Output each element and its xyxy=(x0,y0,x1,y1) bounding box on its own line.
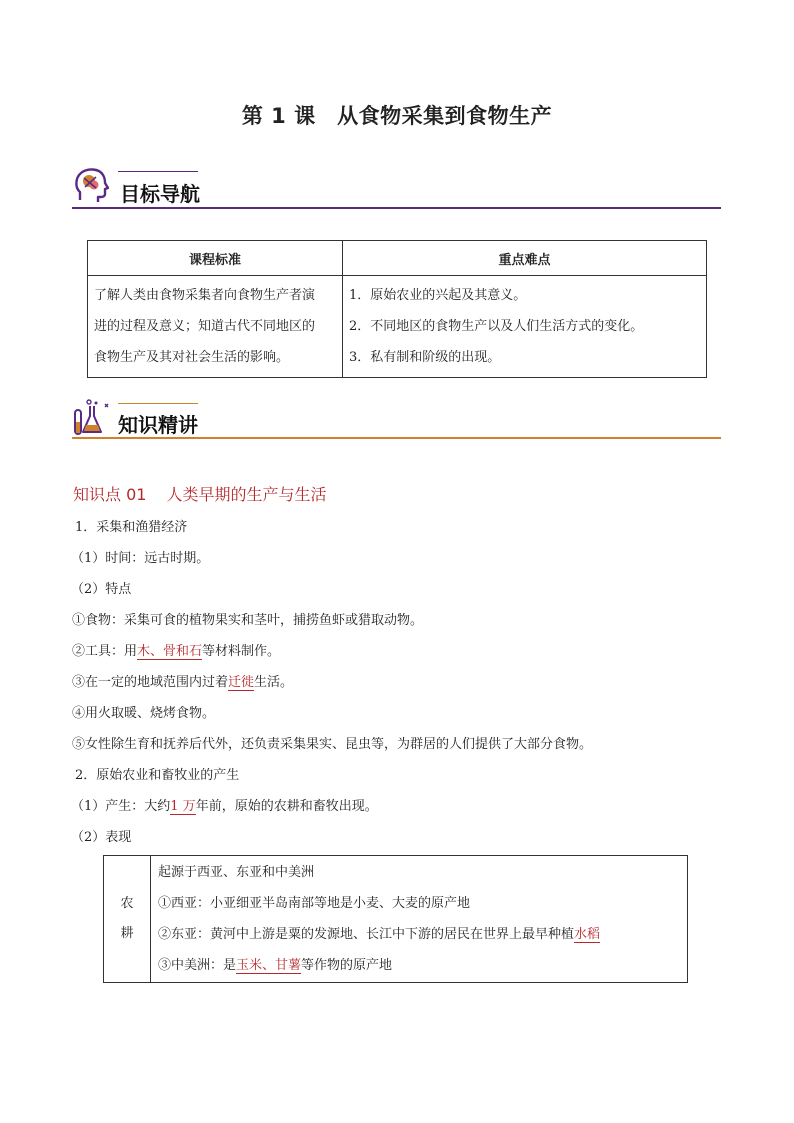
goal-section-rule xyxy=(72,207,721,209)
standard-cell xyxy=(88,276,343,378)
standards-table xyxy=(87,240,707,378)
side-char: 农 xyxy=(120,896,134,911)
standard-line: 进的过程及意义；知道古代不同地区的 xyxy=(94,319,316,334)
line-food: ①食物：采集可食的植物果实和茎叶，捕捞鱼虾或猎取动物。 xyxy=(72,613,424,628)
knowledge-point-title: 人类早期的生产与生活 xyxy=(166,485,327,504)
highlight-rice: 水稻 xyxy=(574,927,601,942)
knowledge-section-title: 知识精讲 xyxy=(118,413,198,437)
line-tools-a: ②工具：用 xyxy=(72,644,138,659)
knowledge-point-label: 知识点 01 xyxy=(73,485,147,504)
knowledge-section-rule xyxy=(72,437,721,439)
highlight-migration: 迁徙 xyxy=(228,675,255,690)
farming-row-central-america-c: 等作物的原产地 xyxy=(301,958,393,973)
key-points-cell xyxy=(343,276,707,378)
heading-gathering: 1．采集和渔猎经济 xyxy=(75,520,188,535)
side-char: 耕 xyxy=(120,926,134,941)
flask-icon xyxy=(72,398,112,438)
header-standard: 课程标准 xyxy=(88,241,343,276)
line-origin-c: 年前，原始的农耕和畜牧出现。 xyxy=(195,799,378,814)
farming-side-label xyxy=(104,856,151,983)
standard-line: 食物生产及其对社会生活的影响。 xyxy=(94,350,290,365)
farming-row-central-america xyxy=(152,950,686,981)
farming-content xyxy=(151,856,688,983)
line-tools xyxy=(72,643,280,661)
line-migration-c: 生活。 xyxy=(254,675,294,690)
knowledge-top-rule xyxy=(118,403,198,404)
header-key-points: 重点难点 xyxy=(343,241,707,276)
line-manifestation: （2）表现 xyxy=(71,830,132,845)
farming-row-west-asia: ①西亚：小亚细亚半岛南部等地是小麦、大麦的原产地 xyxy=(158,896,471,911)
goal-section-title: 目标导航 xyxy=(120,182,200,206)
goal-section-icon xyxy=(72,166,112,206)
heading-agriculture: 2．原始农业和畜牧业的产生 xyxy=(75,768,240,783)
farming-table xyxy=(103,855,688,983)
knowledge-section-icon xyxy=(72,398,112,438)
farming-row-east-asia xyxy=(152,919,686,950)
key-point-line: 2．不同地区的食物生产以及人们生活方式的变化。 xyxy=(349,319,644,334)
key-point-line: 3．私有制和阶级的出现。 xyxy=(349,350,501,365)
farming-row-origin: 起源于西亚、东亚和中美洲 xyxy=(158,865,315,880)
line-migration-a: ③在一定的地域范围内过着 xyxy=(72,675,229,690)
line-fire: ④用火取暖、烧烤食物。 xyxy=(72,706,216,721)
line-origin xyxy=(71,798,378,816)
highlight-corn-sweet-potato: 玉米、甘薯 xyxy=(236,958,302,973)
page-title: 第 1 课 从食物采集到食物生产 xyxy=(241,104,553,128)
highlight-materials: 木、骨和石 xyxy=(137,644,203,659)
line-origin-a: （1）产生：大约 xyxy=(71,799,171,814)
goal-top-rule xyxy=(118,171,198,172)
line-features: （2）特点 xyxy=(71,582,132,597)
standard-line: 了解人类由食物采集者向食物生产者演 xyxy=(94,288,316,303)
key-point-line: 1．原始农业的兴起及其意义。 xyxy=(349,288,527,303)
line-women: ⑤女性除生育和抚养后代外，还负责采集果实、昆虫等，为群居的人们提供了大部分食物。 xyxy=(72,737,593,752)
brain-head-icon xyxy=(72,166,112,206)
line-time: （1）时间：远古时期。 xyxy=(71,551,210,566)
knowledge-point-heading xyxy=(73,482,326,505)
farming-row-central-america-a: ③中美洲：是 xyxy=(158,958,237,973)
highlight-10000-years: 1 万 xyxy=(170,799,196,814)
farming-row-east-asia-a: ②东亚：黄河中上游是粟的发源地、长江中下游的居民在世界上最早种植 xyxy=(158,927,575,942)
line-migration xyxy=(72,674,293,692)
line-tools-c: 等材料制作。 xyxy=(202,644,281,659)
